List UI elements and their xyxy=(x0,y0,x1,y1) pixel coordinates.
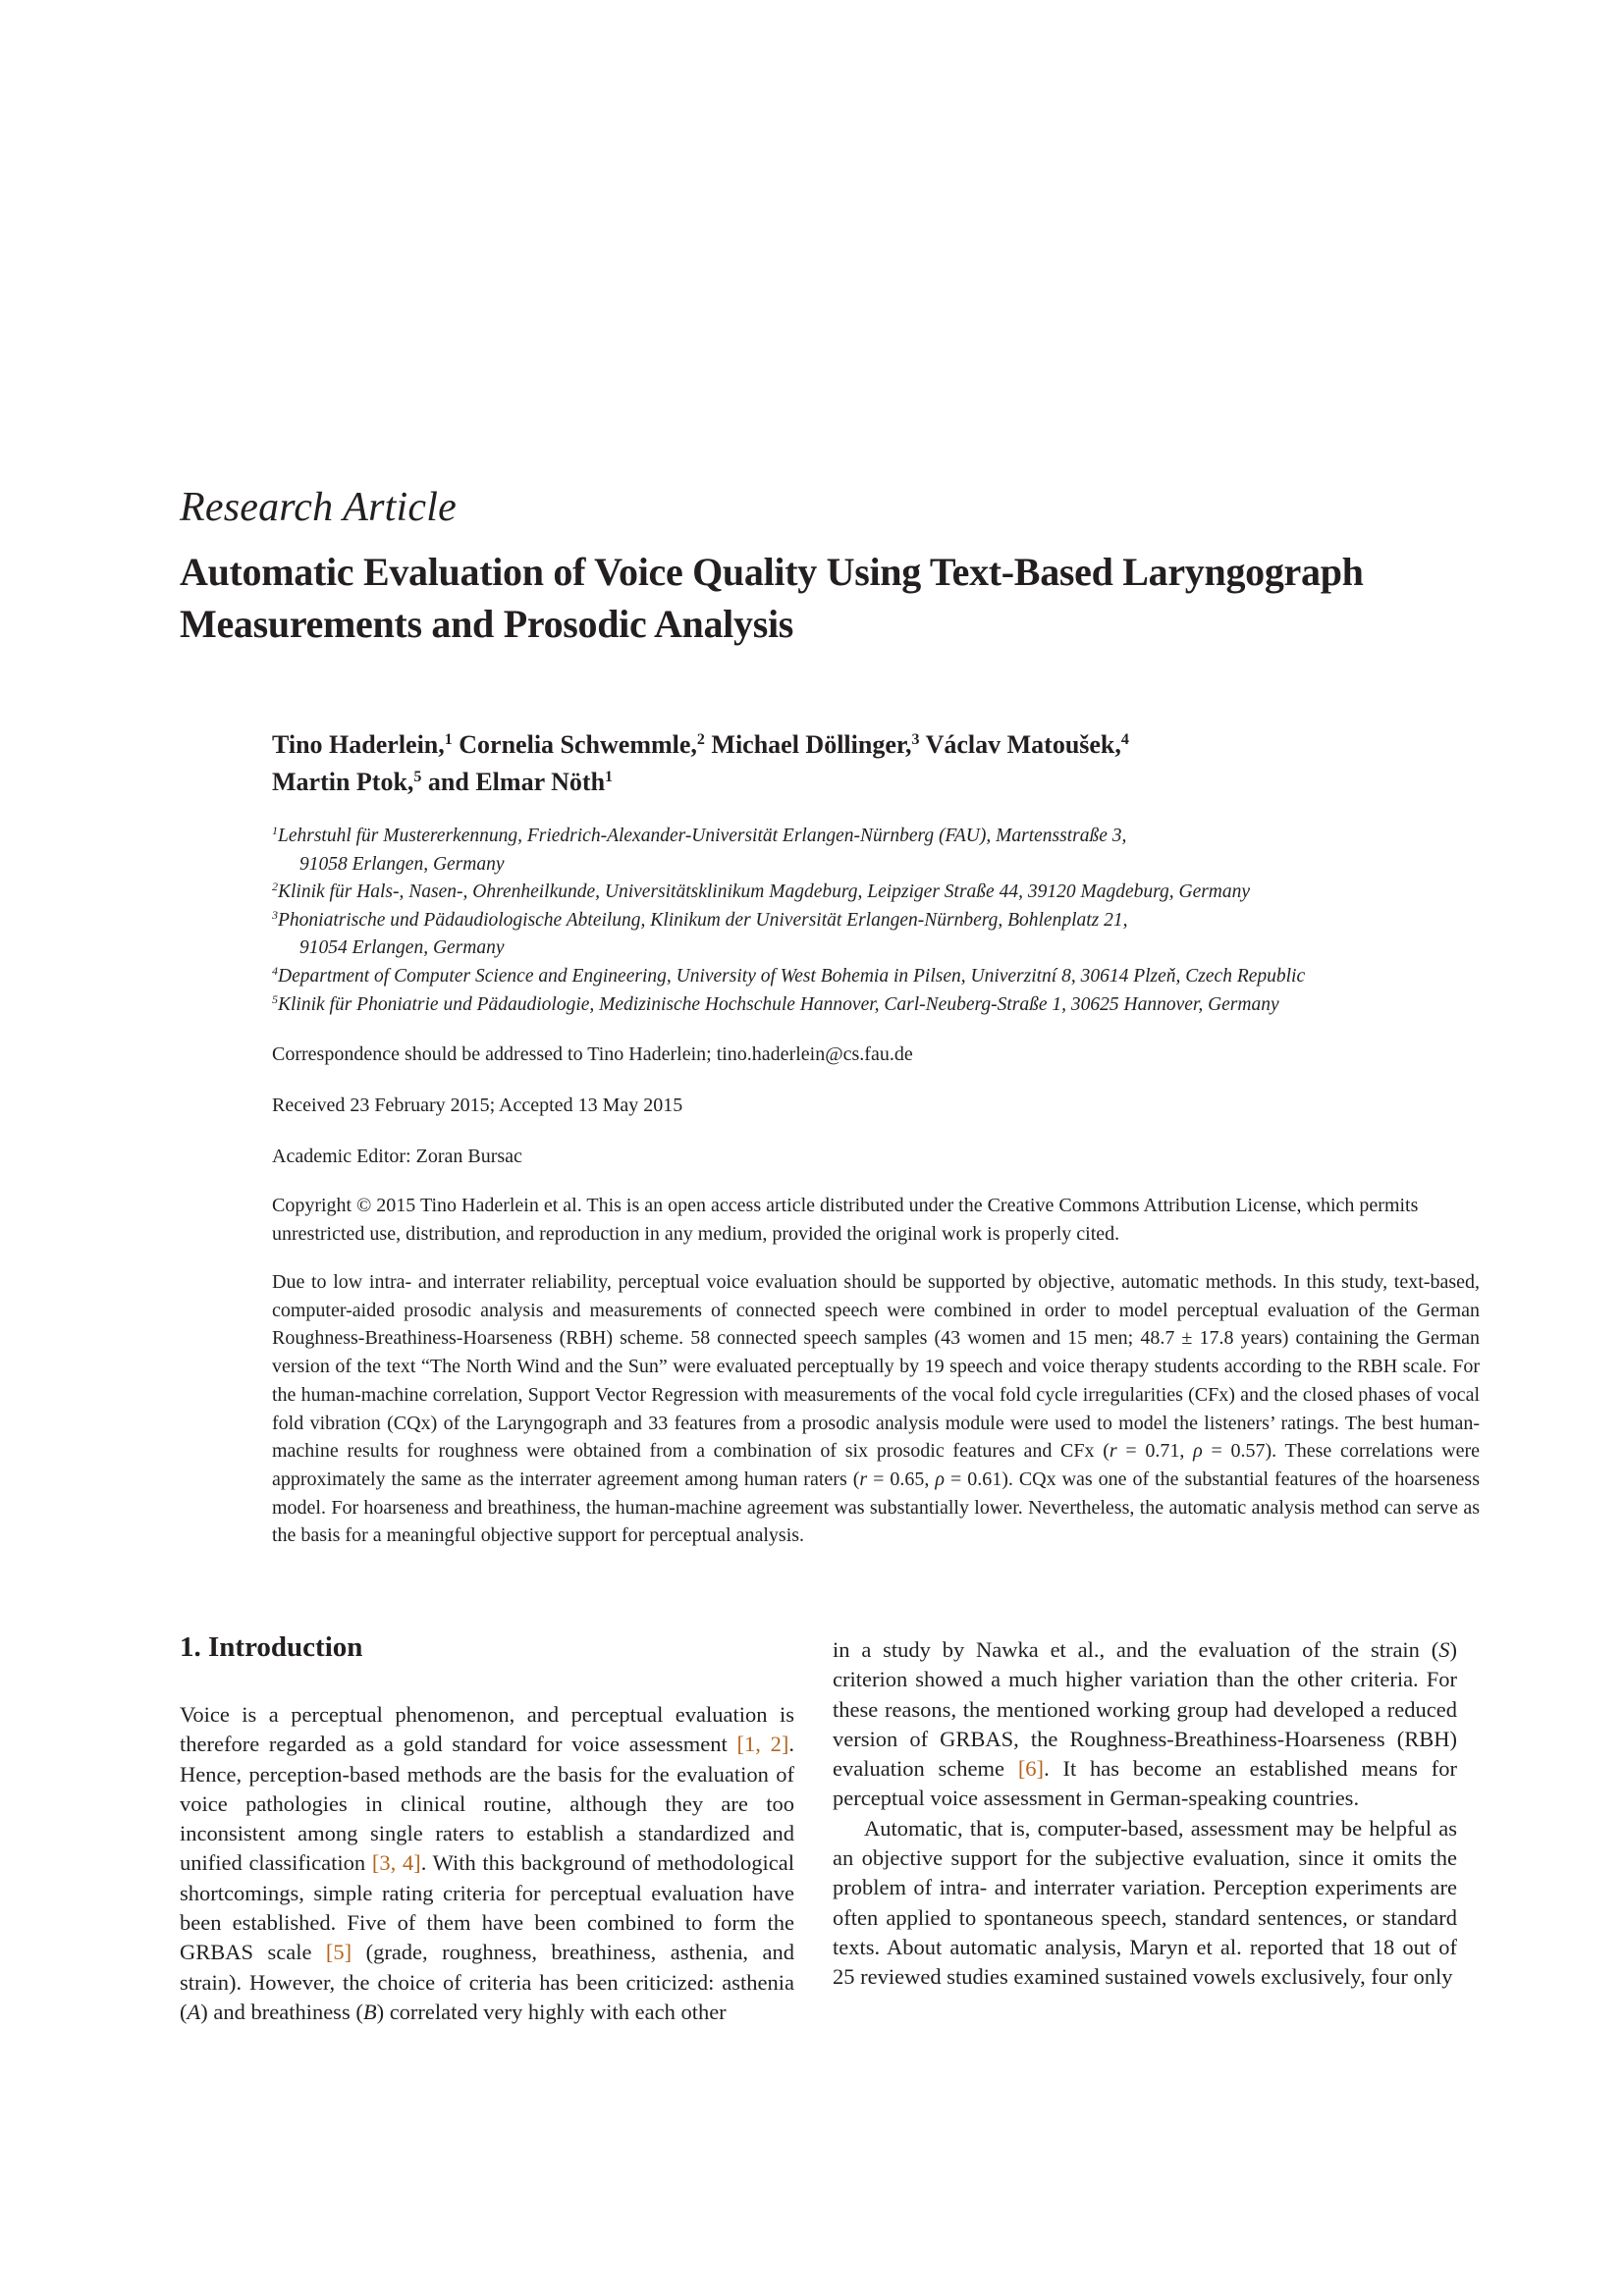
affiliation-marker: 5 xyxy=(413,769,422,785)
citation-link[interactable]: [3, 4] xyxy=(371,1850,421,1876)
correspondence-line: Correspondence should be addressed to Tino Haderlein; tino.haderlein@cs.fau.de xyxy=(272,1043,913,1065)
affiliation-number: 1 xyxy=(272,824,278,837)
symbol-s: S xyxy=(1438,1637,1450,1662)
affiliation-item xyxy=(272,991,1480,1020)
body-text: Voice is a perceptual phenomenon, and perceptual evaluation is therefore regarded as a gold standard for voice assessment xyxy=(180,1702,794,1757)
section-heading-introduction: 1. Introduction xyxy=(180,1631,363,1663)
body-column-left xyxy=(180,1700,794,2027)
affiliation-marker: 1 xyxy=(444,731,453,748)
received-accepted-dates: Received 23 February 2015; Accepted 13 May 2015 xyxy=(272,1095,683,1116)
symbol-a: A xyxy=(187,1999,201,2024)
symbol-r: r xyxy=(1109,1440,1117,1463)
affiliation-text-cont: 91054 Erlangen, Germany xyxy=(299,937,505,959)
paragraph xyxy=(180,1700,794,2027)
abstract-text: = 0.57). These correlations were approximately the same as the interrater agreement among human raters ( xyxy=(272,1440,1481,1490)
symbol-rho: ρ xyxy=(935,1468,945,1490)
affiliation-number: 4 xyxy=(272,963,278,978)
affiliation-marker: 4 xyxy=(1120,731,1129,748)
citation-link[interactable]: [1, 2] xyxy=(736,1732,789,1757)
affiliation-marker: 2 xyxy=(696,731,705,748)
body-text: ) criterion showed a much higher variation than the other criteria. For these reasons, the mentioned working group had developed a reduced version of GRBAS, the Roughness-Breathiness-Hoarseness (RBH) evaluation scheme xyxy=(833,1637,1457,1782)
affiliation-text: Klinik für Hals-, Nasen-, Ohrenheilkunde, Universitätsklinikum Magdeburg, Leipziger Straße 44, 39120 Magdeburg, Germany xyxy=(278,881,1251,903)
body-text: . With this background of methodological shortcomings, simple rating criteria for perceptual evaluation have been established. Five of them have been combined to form the GRBAS scale xyxy=(180,1850,794,1965)
author-list xyxy=(272,726,1450,801)
body-text: (grade, roughness, breathiness, asthenia, and strain). However, the choice of criteria has been criticized: asthenia ( xyxy=(180,1940,794,2024)
author-name: Václav Matoušek, xyxy=(925,730,1121,759)
abstract-text: Due to low intra- and interrater reliability, perceptual voice evaluation should be supported by objective, automatic methods. In this study, text-based, computer-aided prosodic analysis and measurements of connected speech were combined in order to model perceptual evaluation of the German Roughness-Breathiness-Hoarseness (RBH) scheme. 58 connected speech samples (43 women and 15 men; 48.7 ± 17.8 years) containing the German version of the text “The North Wind and the Sun” were evaluated perceptually by 19 speech and voice therapy students according to the RBH scale. For the human-machine correlation, Support Vector Regression with measurements of the vocal fold cycle irregularities (CFx) and the closed phases of vocal fold vibration (CQx) of the Laryngograph and 33 features from a prosodic analysis module were used to model the listeners’ ratings. The best human-machine results for roughness were obtained from a combination of six prosodic features and CFx ( xyxy=(272,1271,1480,1463)
affiliation-text: Klinik für Phoniatrie und Pädaudiologie, Medizinische Hochschule Hannover, Carl-Neuberg-Straße 1, 30625 Hannover, Germany xyxy=(278,993,1279,1015)
affiliation-text: Lehrstuhl für Mustererkennung, Friedrich-Alexander-Universität Erlangen-Nürnberg (FAU), Martensstraße 3, xyxy=(278,826,1127,846)
affiliation-list xyxy=(272,823,1480,1019)
affiliation-text: Phoniatrische und Pädaudiologische Abteilung, Klinikum der Universität Erlangen-Nürnberg, Bohlenplatz 21, xyxy=(278,909,1128,931)
body-column-right xyxy=(833,1635,1457,1993)
body-text: ) correlated very highly with each other xyxy=(376,1999,727,2024)
affiliation-item xyxy=(272,879,1480,907)
symbol-b: B xyxy=(362,1999,377,2024)
author-name: Martin Ptok, xyxy=(272,768,414,796)
affiliation-number: 3 xyxy=(272,907,278,922)
paragraph: Automatic, that is, computer-based, assessment may be helpful as an objective support for the subjective evaluation, since it omits the problem of intra- and interrater variation. Perception experiments are often applied to spontaneous speech, standard sentences, or standard texts. About automatic analysis, Maryn et al. reported that 18 out of 25 reviewed studies examined sustained vowels exclusively, four only xyxy=(833,1815,1457,1990)
affiliation-number: 2 xyxy=(272,880,278,894)
paragraph xyxy=(833,1635,1457,1814)
body-text: ) and breathiness ( xyxy=(200,1999,363,2024)
affiliation-text: Department of Computer Science and Engineering, University of West Bohemia in Pilsen, Univerzitní 8, 30614 Plzeň, Czech Republic xyxy=(278,965,1306,987)
abstract xyxy=(272,1268,1480,1550)
affiliation-text-cont: 91058 Erlangen, Germany xyxy=(299,853,505,875)
author-name: Cornelia Schwemmle, xyxy=(459,730,697,759)
body-text: in a study by Nawka et al., and the evaluation of the strain ( xyxy=(833,1637,1439,1662)
symbol-r: r xyxy=(859,1468,868,1490)
citation-link[interactable]: [5] xyxy=(325,1940,352,1965)
body-text: . Hence, perception-based methods are the basis for the evaluation of voice pathologies in clinical routine, although they are too inconsistent among single raters to establish a standardized and unified classification xyxy=(180,1732,794,1876)
affiliation-marker: 1 xyxy=(605,769,614,785)
affiliation-item xyxy=(272,823,1480,879)
author-name: Tino Haderlein, xyxy=(272,730,445,759)
author-name: and Elmar Nöth xyxy=(427,768,606,796)
citation-link[interactable]: [6] xyxy=(1017,1756,1045,1782)
article-type-label: Research Article xyxy=(180,485,457,530)
abstract-text: = 0.71, xyxy=(1116,1440,1194,1463)
affiliation-number: 5 xyxy=(272,991,278,1006)
affiliation-item xyxy=(272,963,1480,991)
abstract-text: = 0.61). CQx was one of the substantial features of the hoarseness model. For hoarseness and breathiness, the human-machine agreement was substantially lower. Nevertheless, the automatic analysis method can serve as the basis for a meaningful objective support for perceptual analysis. xyxy=(272,1468,1480,1547)
affiliation-marker: 3 xyxy=(911,731,920,748)
abstract-text: = 0.65, xyxy=(867,1468,936,1490)
symbol-rho: ρ xyxy=(1193,1440,1203,1463)
copyright-notice: Copyright © 2015 Tino Haderlein et al. This is an open access article distributed under the Creative Commons Attribution License, which permits unrestricted use, distribution, and reproduction in any medium, provided the original work is properly cited. xyxy=(272,1195,1419,1245)
author-name: Michael Döllinger, xyxy=(711,730,912,759)
body-text: . It has become an established means for perceptual voice assessment in German-speaking countries. xyxy=(833,1756,1457,1811)
affiliation-item xyxy=(272,907,1480,963)
paper-title: Automatic Evaluation of Voice Quality Using Text-Based Laryngograph Measurements and Prosodic Analysis xyxy=(180,550,1364,646)
academic-editor: Academic Editor: Zoran Bursac xyxy=(272,1146,522,1167)
